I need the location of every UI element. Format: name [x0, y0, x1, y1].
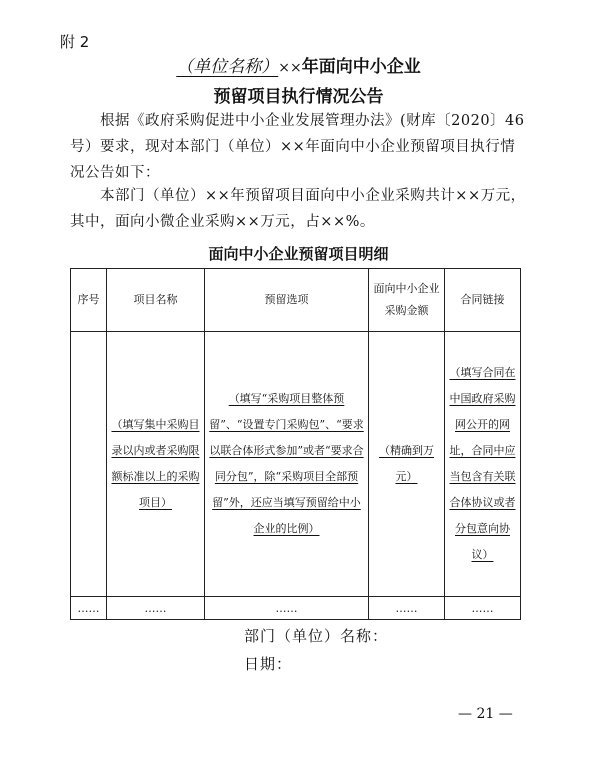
footer-department-name: 部门（单位）名称： [244, 627, 389, 645]
cell-project-name-text: （填写集中采购目录以内或者采购限额标准以上的采购项目） [111, 418, 200, 509]
ellipsis-cell: …… [205, 597, 369, 620]
cell-reserve-option-text: （填写“采购项目整体预留”、“设置专门采购包”、“要求以联合体形式参加”或者“要求合同分包”，除“采购项目全部预留”外，还应当填写预留给中小企业的比例） [209, 392, 364, 535]
cell-project-name [107, 332, 205, 597]
cell-serial [71, 332, 107, 597]
title-unit-name: （单位名称） [176, 57, 279, 77]
cell-amount-text: （精确到万元） [379, 444, 434, 483]
header-serial: 序号 [71, 269, 107, 332]
header-contract-link: 合同链接 [445, 269, 521, 332]
header-amount: 面向中小企业采购金额 [369, 269, 445, 332]
header-project-name: 项目名称 [107, 269, 205, 332]
title-year-placeholder: ×× [278, 60, 302, 76]
header-reserve-option: 预留选项 [205, 269, 369, 332]
table-title: 面向中小企业预留项目明细 [208, 245, 389, 263]
table-row [71, 332, 521, 597]
cell-contract-link [445, 332, 521, 597]
cell-amount [369, 332, 445, 597]
table-header-row [71, 269, 521, 332]
page-number: — 21 — [458, 706, 513, 722]
table-row-ellipsis [71, 597, 521, 620]
cell-reserve-option [205, 332, 369, 597]
ellipsis-cell: …… [107, 597, 205, 620]
title-rest: 年面向中小企业 [301, 57, 421, 77]
cell-contract-link-text: （填写合同在中国政府采购网公开的网址，合同中应当包含有关联合体协议或者分包意向协议） [449, 366, 516, 561]
paragraph-basis [70, 108, 530, 186]
paragraph-summary-text: 本部门（单位）××年预留项目面向中小企业采购共计××万元，其中，面向小微企业采购××万元，占××%。 [70, 188, 526, 230]
reserved-project-table [70, 268, 521, 620]
footer-date: 日期： [244, 655, 293, 673]
document-title-line1 [0, 52, 597, 77]
ellipsis-cell: …… [445, 597, 521, 620]
ellipsis-cell: …… [369, 597, 445, 620]
document-title-line2: 预留项目执行情况公告 [213, 87, 384, 107]
paragraph-basis-text: 根据《政府采购促进中小企业发展管理办法》(财库〔2020〕46 号）要求，现对本部门（单位）××年面向中小企业预留项目执行情况公告如下： [70, 113, 525, 181]
annex-label: 附 2 [60, 33, 90, 51]
paragraph-summary [70, 183, 530, 235]
ellipsis-cell: …… [71, 597, 107, 620]
